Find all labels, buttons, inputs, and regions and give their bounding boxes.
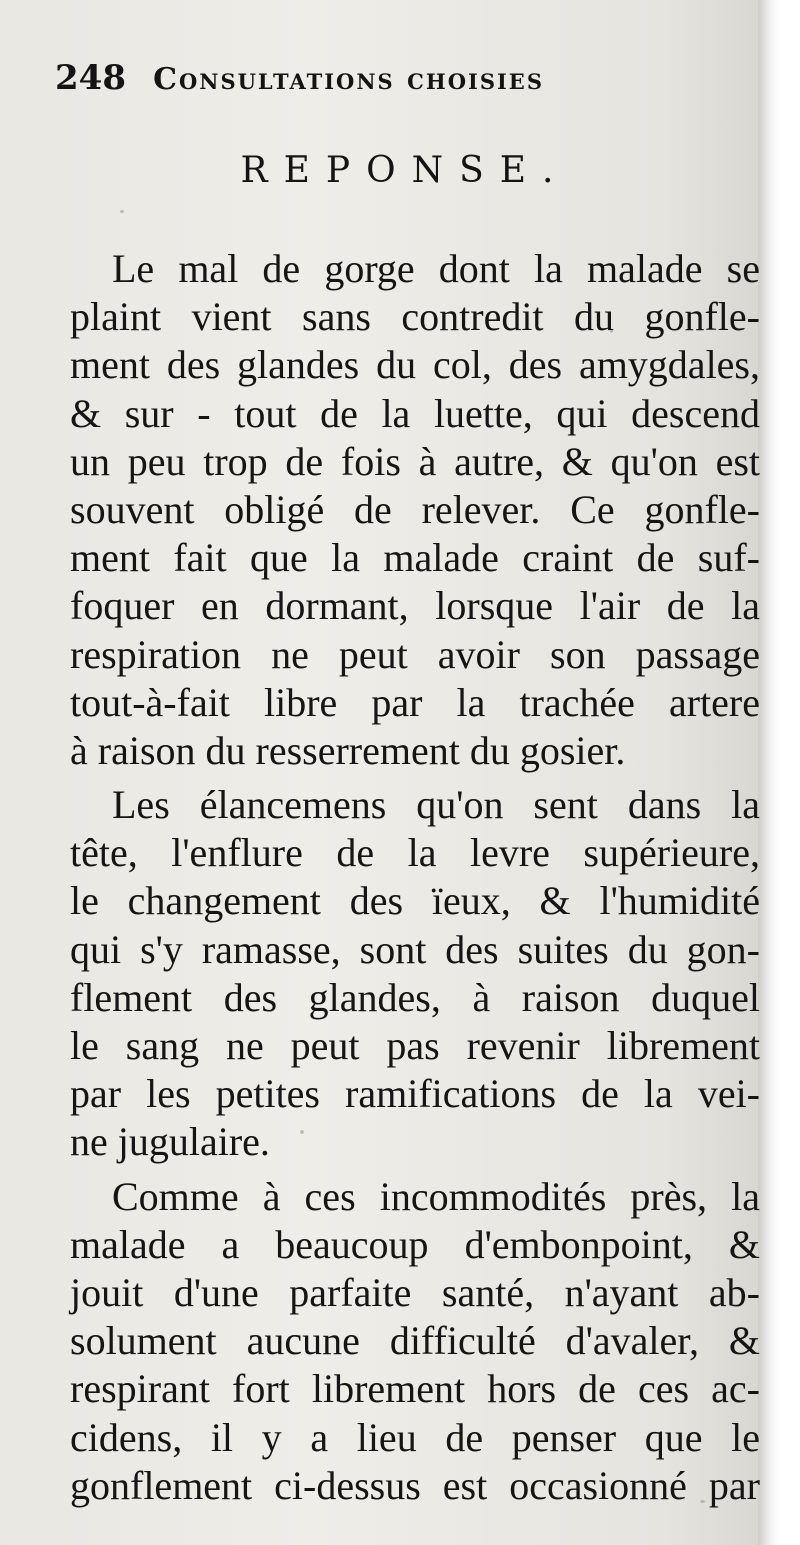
text-line: Le mal de gorge dont la malade se: [112, 246, 760, 291]
text-line: le sang ne peut pas revenir librement: [70, 1023, 760, 1068]
text-line: flement des glandes, à raison duquel: [70, 974, 760, 1020]
text-line: ne jugulaire.: [70, 1119, 270, 1165]
text-line: respirant fort librement hors de ces ac-: [70, 1366, 760, 1412]
body-text: [70, 245, 760, 1510]
text-line: solument aucune difficulté d'avaler, &: [70, 1318, 760, 1364]
text-line: Comme à ces incommodités près, la: [112, 1173, 760, 1219]
running-head-title: Consultations choisies: [153, 62, 544, 97]
text-line: qui s'y ramasse, sont des suites du gon-: [70, 926, 760, 972]
text-line: ment fait que la malade craint de suf-: [70, 535, 760, 581]
text-line: à raison du resserrement du gosier.: [70, 727, 626, 773]
text-line: souvent obligé de relever. Ce gonfle-: [70, 486, 760, 532]
paragraph-3: [70, 1173, 760, 1510]
running-head: [55, 58, 675, 108]
page-edge: [758, 0, 780, 1545]
text-line: respiration ne peut avoir son passage: [70, 631, 760, 677]
page-number: 248: [55, 58, 126, 98]
text-line: Les élancemens qu'on sent dans la: [112, 782, 760, 828]
text-line: le changement des ïeux, & l'humidité: [70, 878, 760, 924]
section-title: REPONSE.: [240, 150, 570, 191]
text-line: ment des glandes du col, des amygdales,: [70, 342, 760, 388]
text-line: par les petites ramifications de la vei-: [70, 1071, 760, 1117]
text-line: gonflement ci-dessus est occasionné par: [70, 1462, 760, 1508]
text-line: & sur - tout de la luette, qui descend: [70, 390, 760, 436]
paragraph-2: [70, 781, 760, 1167]
paper-speck: [120, 210, 124, 213]
text-line: tête, l'enflure de la levre supérieure,: [70, 830, 760, 876]
text-line: cidens, il y a lieu de penser que le: [70, 1414, 760, 1460]
text-line: plaint vient sans contredit du gonfle-: [70, 294, 760, 340]
text-line: malade a beaucoup d'embonpoint, &: [70, 1221, 760, 1267]
text-line: tout-à-fait libre par la trachée artere: [70, 679, 760, 725]
text-line: foquer en dormant, lorsque l'air de la: [70, 583, 760, 629]
paragraph-1: [70, 245, 760, 775]
text-line: jouit d'une parfaite santé, n'ayant ab-: [70, 1269, 760, 1315]
text-line: un peu trop de fois à autre, & qu'on est: [70, 438, 760, 484]
